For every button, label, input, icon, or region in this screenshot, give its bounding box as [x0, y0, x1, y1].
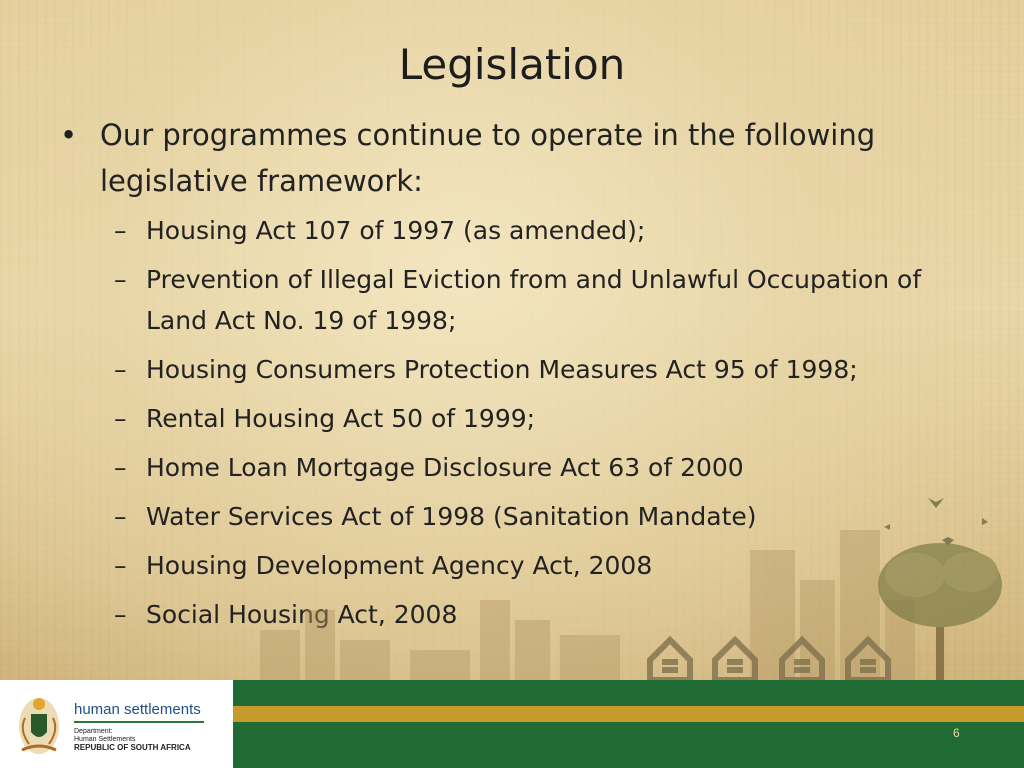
bird-icon — [884, 498, 988, 545]
dash-marker: – — [114, 453, 127, 482]
house-icon — [715, 640, 755, 680]
legislation-item — [114, 398, 960, 439]
legislation-item-text: Water Services Act of 1998 (Sanitation Mandate) — [146, 502, 757, 531]
slide-title: Legislation — [398, 40, 626, 89]
footer-stripe-green — [233, 680, 1024, 706]
legislation-item — [114, 349, 960, 390]
dash-marker: – — [114, 216, 127, 245]
legislation-item-text: Social Housing Act, 2008 — [146, 600, 458, 629]
department-name: Human Settlements — [74, 736, 136, 743]
main-bullet — [60, 112, 960, 204]
footer-stripe-gold — [233, 706, 1024, 722]
footer-stripe-green — [233, 722, 1024, 768]
dash-marker: – — [114, 502, 127, 531]
coat-of-arms-icon — [14, 690, 64, 760]
dash-marker: – — [114, 404, 127, 433]
legislation-item-text: Housing Act 107 of 1997 (as amended); — [146, 216, 646, 245]
legislation-item-text: Rental Housing Act 50 of 1999; — [146, 404, 536, 433]
legislation-item — [114, 259, 960, 341]
brand-name: human settlements — [74, 701, 201, 718]
legislation-item-text: Home Loan Mortgage Disclosure Act 63 of 2000 — [146, 453, 744, 482]
legislation-item-text: Prevention of Illegal Eviction from and Unlawful Occupation of Land Act No. 19 of 1998; — [146, 265, 922, 335]
dash-marker: – — [114, 355, 127, 384]
country-name: REPUBLIC OF SOUTH AFRICA — [74, 743, 191, 752]
dash-marker: – — [114, 265, 127, 294]
dash-marker: – — [114, 551, 127, 580]
house-icon — [650, 640, 690, 680]
page-number: 6 — [953, 726, 960, 740]
legislation-item — [114, 210, 960, 251]
legislation-item-text: Housing Development Agency Act, 2008 — [146, 551, 653, 580]
dash-marker: – — [114, 600, 127, 629]
city-skyline-illustration — [230, 480, 1024, 680]
bullet-marker: • — [60, 118, 78, 152]
legislation-item-text: Housing Consumers Protection Measures Act 95 of 1998; — [146, 355, 858, 384]
department-label: Department: — [74, 728, 113, 735]
main-bullet-text: Our programmes continue to operate in the following legislative framework: — [100, 118, 876, 198]
brand-divider — [74, 721, 204, 723]
